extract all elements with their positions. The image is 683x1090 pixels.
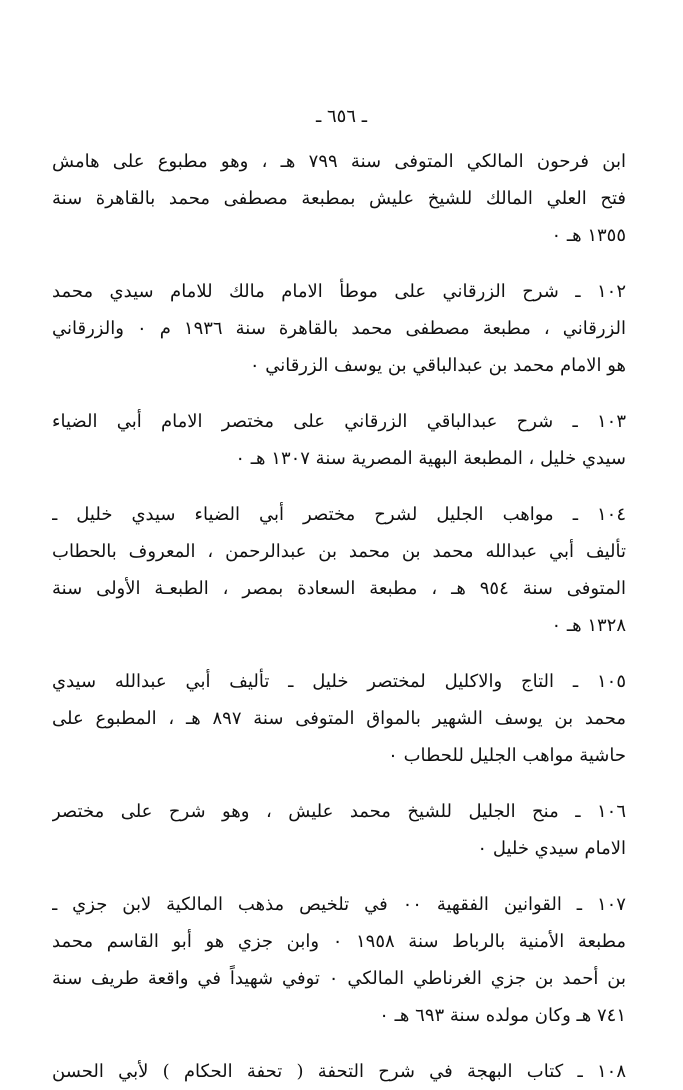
text-line: ١٠٣ ـ شرح عبدالباقي الزرقاني على مختصر الامام أبي الضياء [52,411,626,432]
text-line: ابن فرحون المالكي المتوفى سنة ٧٩٩ هـ ، وهو مطبوع على هامش [52,151,626,172]
text-line: تأليف أبي عبدالله محمد بن محمد بن عبدالرحمن ، المعروف بالحطاب [52,541,626,562]
text-line: مطبعة الأمنية بالرباط سنة ١٩٥٨ ٠ وابن جزي هو أبو القاسم محمد [52,931,626,952]
paragraph-continuation [52,143,626,254]
paragraph-entry-108 [52,1053,626,1090]
text-line: سيدي خليل ، المطبعة البهية المصرية سنة ١٣٠٧ هـ ٠ [235,448,626,469]
paragraph-entry-103 [52,403,626,477]
text-line: بن أحمد بن جزي الغرناطي المالكي ٠ توفي شهيداً في واقعة طريف سنة [52,968,626,989]
text-line: الزرقاني ، مطبعة مصطفى محمد بالقاهرة سنة ١٩٣٦ م ٠ والزرقاني [52,318,626,339]
text-line: ١٠٧ ـ القوانين الفقهية ٠٠ في تلخيص مذهب المالكية لابن جزي ـ [52,894,626,915]
text-line: ١٠٨ ـ كتاب البهجة في شرح التحفة ( تحفة الحكام ) لأبي الحسن [52,1061,626,1082]
text-line: ٧٤١ هـ وكان مولده سنة ٦٩٣ هـ ٠ [379,1005,626,1026]
text-line: ١٠٥ ـ التاج والاكليل لمختصر خليل ـ تأليف أبي عبدالله سيدي [52,671,626,692]
text-line: ١٣٥٥ هـ ٠ [551,225,626,246]
page-body [52,143,626,1090]
text-line: هو الامام محمد بن عبدالباقي بن يوسف الزرقاني ٠ [249,355,626,376]
paragraph-entry-105 [52,663,626,774]
text-line: ١٠٦ ـ منح الجليل للشيخ محمد عليش ، وهو شرح على مختصر [52,801,626,822]
text-line: ١٠٢ ـ شرح الزرقاني على موطأ الامام مالك للامام سيدي محمد [52,281,626,302]
text-line: ١٣٢٨ هـ ٠ [551,615,626,636]
paragraph-entry-106 [52,793,626,867]
paragraph-entry-107 [52,886,626,1034]
text-line: المتوفى سنة ٩٥٤ هـ ، مطبعة السعادة بمصر ، الطبعـة الأولى سنة [52,578,626,599]
page-number: ـ ٦٥٦ ـ [315,106,367,127]
paragraph-entry-102 [52,273,626,384]
text-line: ١٠٤ ـ مواهب الجليل لشرح مختصر أبي الضياء سيدي خليل ـ [52,504,626,525]
text-line: حاشية مواهب الجليل للحطاب ٠ [388,745,626,766]
text-line: محمد بن يوسف الشهير بالمواق المتوفى سنة ٨٩٧ هـ ، المطبوع على [52,708,626,729]
text-line: فتح العلي المالك للشيخ عليش بمطبعة مصطفى محمد بالقاهرة سنة [52,188,626,209]
paragraph-entry-104 [52,496,626,644]
text-line: الامام سيدي خليل ٠ [477,838,626,859]
